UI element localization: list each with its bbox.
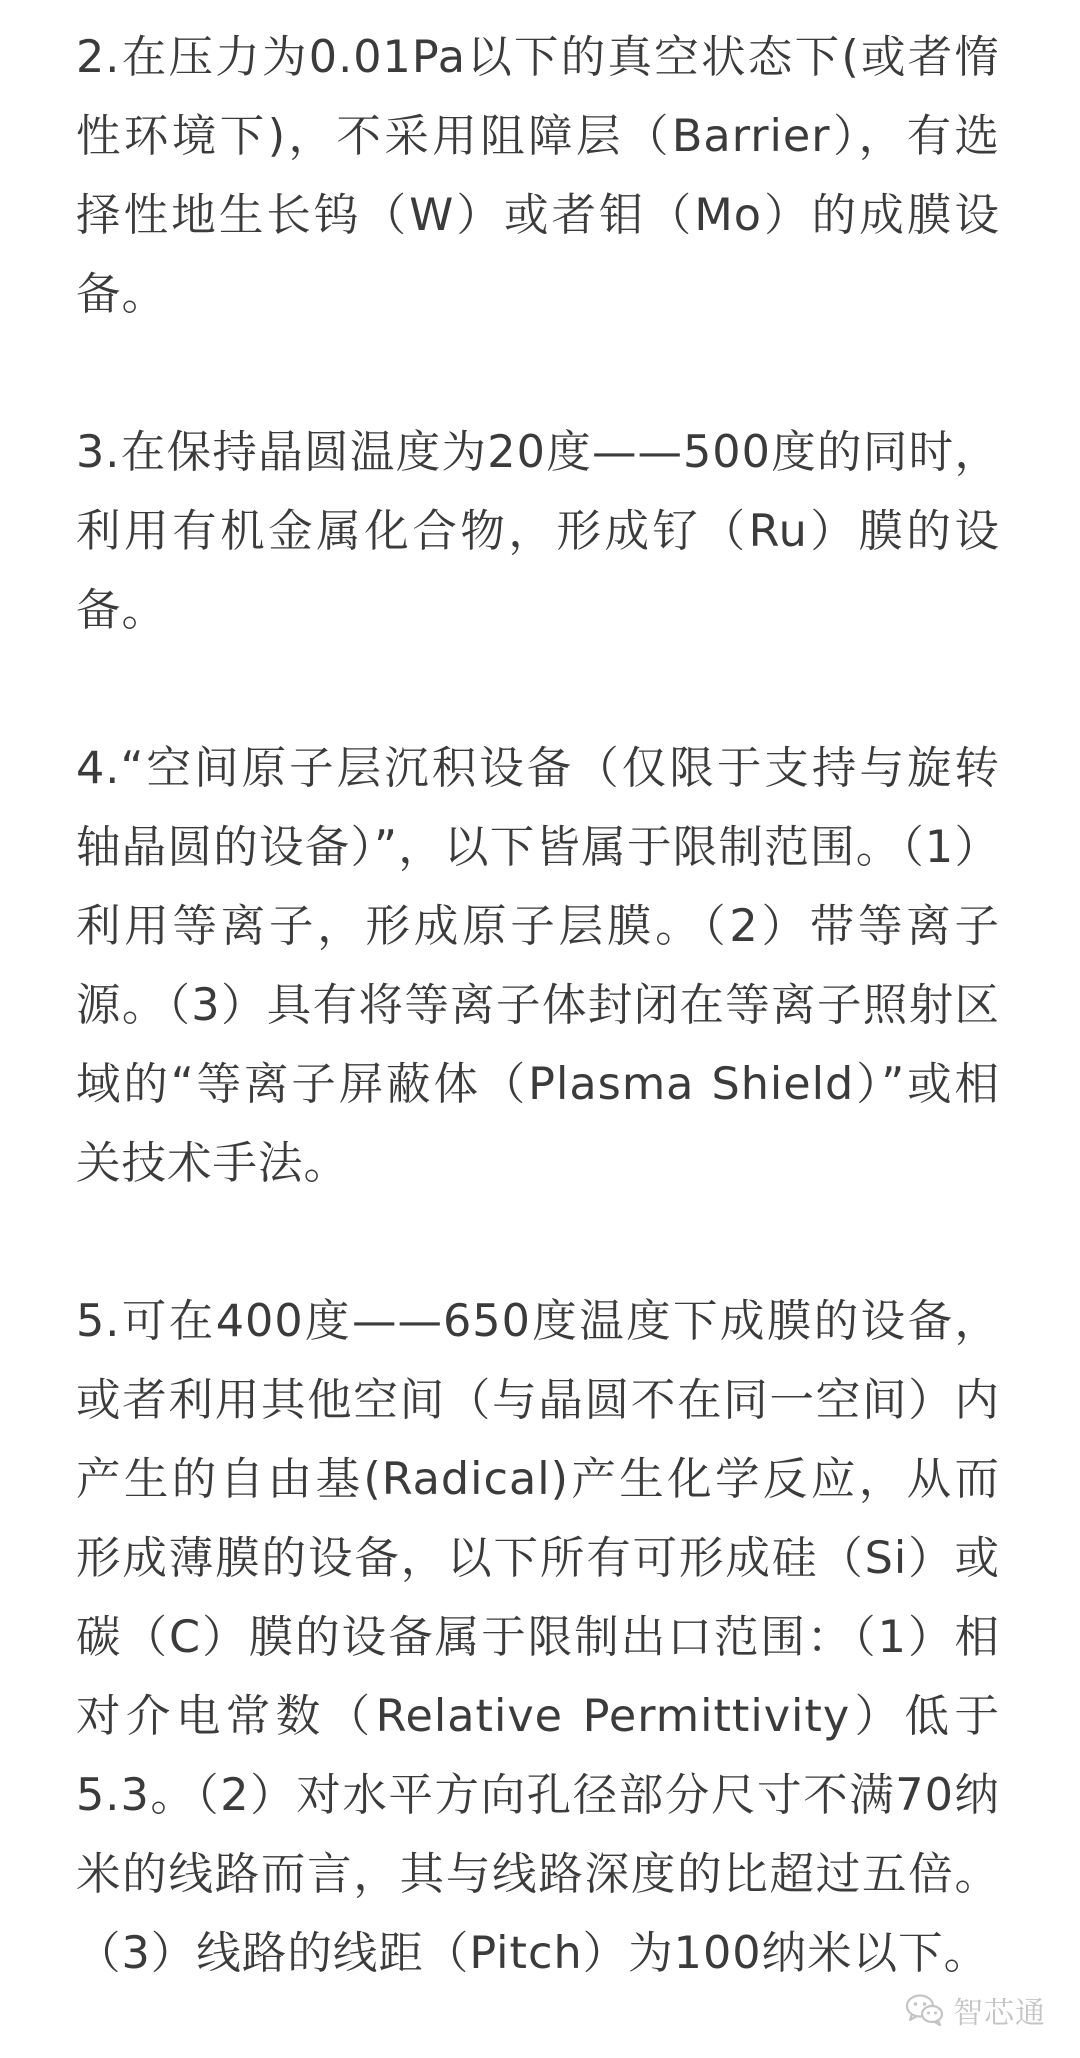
wechat-icon bbox=[905, 1993, 945, 2027]
paragraph-4: 4.“空间原子层沉积设备（仅限于支持与旋转轴晶圆的设备）”，以下皆属于限制范围。（1）利用等离子，形成原子层膜。（2）带等离子源。（3）具有将等离子体封闭在等离子照射区域的“等离子屏蔽体（Plasma Shield）”或相关技术手法。 bbox=[76, 743, 1000, 1189]
paragraph-3: 3.在保持晶圆温度为20度——500度的同时，利用有机金属化合物，形成钌（Ru）膜的设备。 bbox=[76, 427, 1000, 636]
paragraph-5: 5.可在400度——650度温度下成膜的设备，或者利用其他空间（与晶圆不在同一空间）内产生的自由基(Radical)产生化学反应，从而形成薄膜的设备，以下所有可形成硅（Si）或碳（C）膜的设备属于限制出口范围：（1）相对介电常数（Relative Permittivity）低于5.3。（2）对水平方向孔径部分尺寸不满70纳米的线路而言，其与线路深度的比超过五倍。（3）线路的线距（Pitch）为100纳米以下。 bbox=[76, 1296, 1000, 1979]
watermark-text: 智芯通 bbox=[953, 1996, 1046, 2031]
watermark bbox=[905, 1988, 1046, 2032]
paragraph-2: 2.在压力为0.01Pa以下的真空状态下(或者惰性环境下)，不采用阻障层（Barrier），有选择性地生长钨（W）或者钼（Mo）的成膜设备。 bbox=[76, 32, 1000, 320]
article-body bbox=[76, 18, 1000, 1993]
